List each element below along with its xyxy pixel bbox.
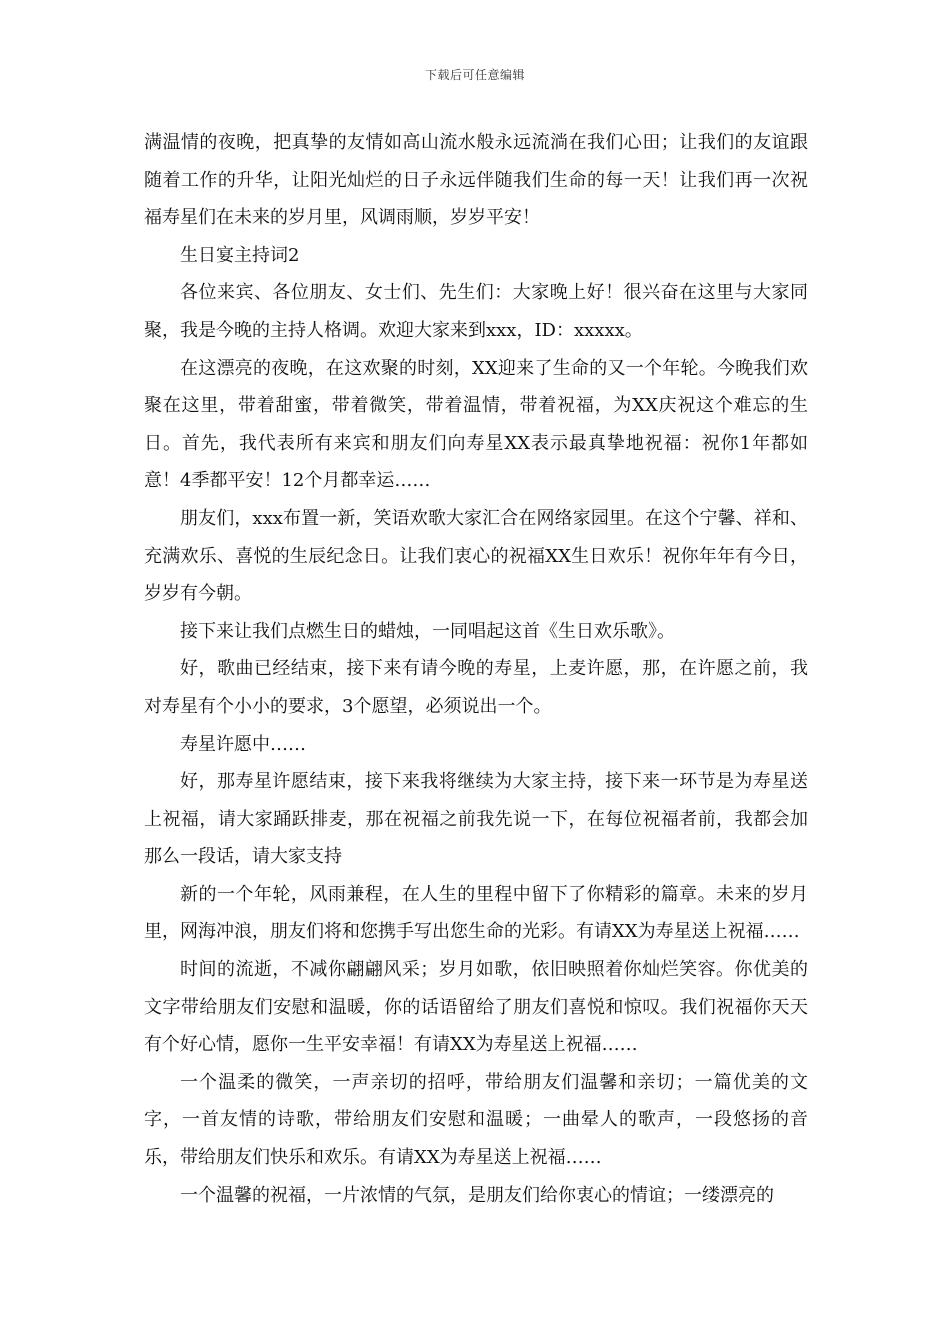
- paragraph: 各位来宾、各位朋友、女士们、先生们：大家晚上好！很兴奋在这里与大家同聚，我是今晚的主持人格调。欢迎大家来到xxx，ID：xxxxx。: [144, 282, 808, 341]
- paragraph: 朋友们，xxx布置一新，笑语欢歌大家汇合在网络家园里。在这个宁馨、祥和、充满欢乐、喜悦的生辰纪念日。让我们衷心的祝福XX生日欢乐！祝你年年有今日，岁岁有今朝。: [144, 507, 808, 605]
- paragraph: 在这漂亮的夜晚，在这欢聚的时刻，XX迎来了生命的又一个年轮。今晚我们欢聚在这里，带着甜蜜，带着微笑，带着温情，带着祝福，为XX庆祝这个难忘的生日。首先，我代表所有来宾和朋友们向寿星XX表示最真挚地祝福：祝你1年都如意！4季都平安！12个月都幸运……: [144, 357, 808, 492]
- section-title: 生日宴主持词2: [180, 244, 300, 266]
- page-header: 下载后可任意编辑: [424, 68, 525, 82]
- paragraph: 时间的流逝，不减你翩翩风采；岁月如歌，依旧映照着你灿烂笑容。你优美的文字带给朋友们安慰和温暖，你的话语留给了朋友们喜悦和惊叹。我们祝福你天天有个好心情，愿你一生平安幸福！有请XX为寿星送上祝福……: [144, 959, 808, 1056]
- document-body: [144, 124, 808, 1214]
- paragraph: 好，那寿星许愿结束，接下来我将继续为大家主持，接下来一环节是为寿星送上祝福，请大家踊跃排麦，那在祝福之前我先说一下，在每位祝福者前，我都会加那么一段话，请大家支持: [144, 771, 808, 868]
- paragraph: 新的一个年轮，风雨兼程，在人生的里程中留下了你精彩的篇章。未来的岁月里，网海冲浪，朋友们将和您携手写出您生命的光彩。有请XX为寿星送上祝福……: [144, 883, 808, 943]
- paragraph: 满温情的夜晚，把真挚的友情如高山流水般永远流淌在我们心田；让我们的友谊跟随着工作的升华，让阳光灿烂的日子永远伴随我们生命的每一天！让我们再一次祝福寿星们在未来的岁月里，风调雨顺，岁岁平安！: [144, 132, 808, 229]
- paragraph: 一个温馨的祝福，一片浓情的气氛，是朋友们给你衷心的情谊；一缕漂亮的: [180, 1184, 774, 1206]
- paragraph: 好，歌曲已经结束，接下来有请今晚的寿星，上麦许愿，那，在许愿之前，我对寿星有个小小的要求，3个愿望，必须说出一个。: [144, 658, 808, 717]
- paragraph: 寿星许愿中……: [180, 733, 306, 755]
- paragraph: 一个温柔的微笑，一声亲切的招呼，带给朋友们温馨和亲切；一篇优美的文字，一首友情的诗歌，带给朋友们安慰和温暖；一曲晕人的歌声，一段悠扬的音乐，带给朋友们快乐和欢乐。有请XX为寿星送上祝福……: [144, 1071, 808, 1169]
- paragraph: 接下来让我们点燃生日的蜡烛，一同唱起这首《生日欢乐歌》。: [180, 620, 675, 642]
